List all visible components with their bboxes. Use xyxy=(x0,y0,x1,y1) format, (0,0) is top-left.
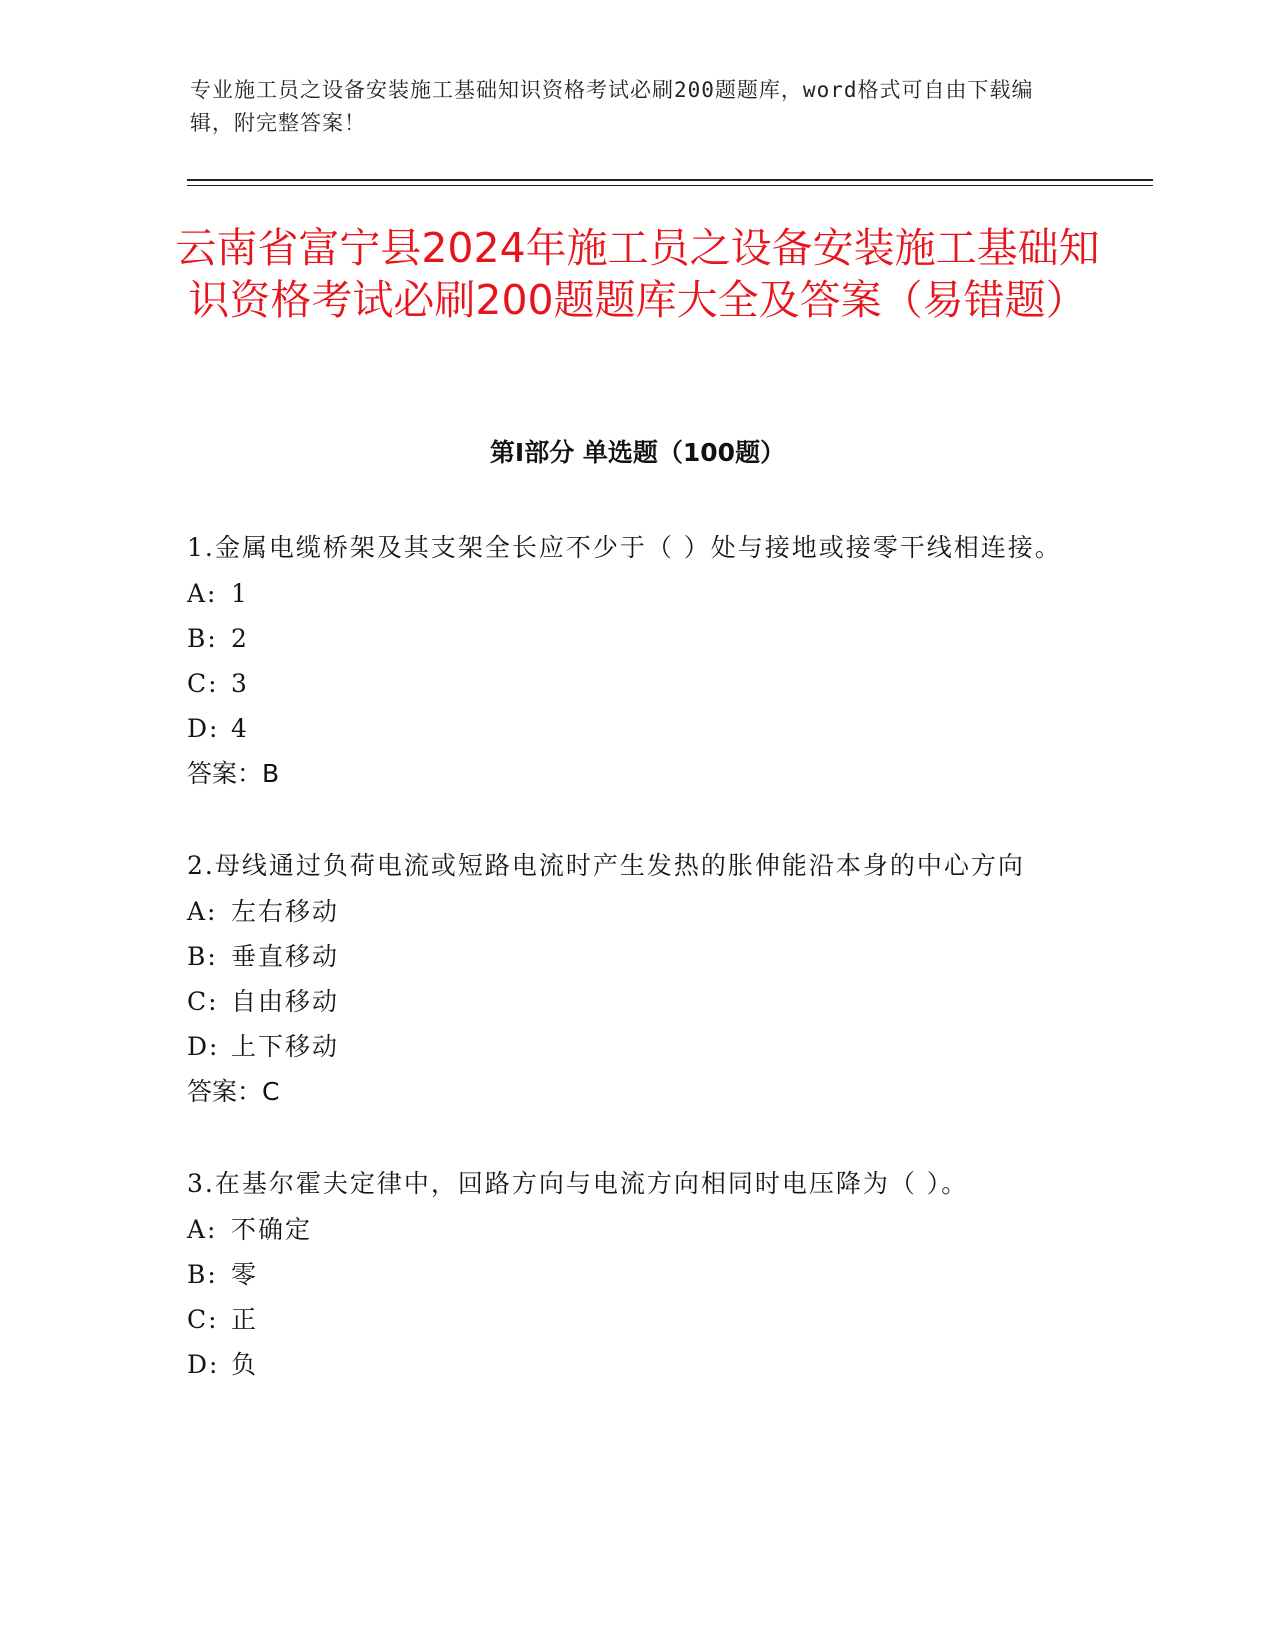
question-answer: 答案：B xyxy=(187,759,280,788)
question-option-b xyxy=(187,1252,1087,1297)
question-option-a xyxy=(187,571,1087,616)
option-text: 2 xyxy=(231,624,249,653)
question-2 xyxy=(187,843,1087,1115)
question-1 xyxy=(187,525,1087,797)
option-letter: B: xyxy=(187,942,218,971)
option-letter: A: xyxy=(187,579,218,608)
question-option-a xyxy=(187,889,1087,934)
header-divider-thin xyxy=(187,185,1153,186)
section-title: 第I部分 单选题（100题） xyxy=(489,438,786,467)
question-option-c xyxy=(187,661,1087,706)
option-text: 自由移动 xyxy=(231,987,340,1016)
option-text: 负 xyxy=(231,1350,259,1379)
question-list xyxy=(187,525,1087,1433)
question-option-d xyxy=(187,1024,1087,1069)
option-text: 不确定 xyxy=(231,1215,313,1244)
option-letter: A: xyxy=(187,1215,218,1244)
option-text: 1 xyxy=(231,579,249,608)
question-stem: 1.金属电缆桥架及其支架全长应不少于（ ）处与接地或接零干线相连接。 xyxy=(187,533,1062,562)
option-letter: A: xyxy=(187,897,218,926)
question-option-c xyxy=(187,979,1087,1024)
option-letter: C: xyxy=(187,1305,219,1334)
option-text: 4 xyxy=(231,714,249,743)
question-option-b xyxy=(187,616,1087,661)
option-letter: D: xyxy=(187,1350,220,1379)
question-option-d xyxy=(187,1342,1087,1387)
question-answer: 答案：C xyxy=(187,1077,280,1106)
option-letter: D: xyxy=(187,714,220,743)
question-option-b xyxy=(187,934,1087,979)
option-text: 上下移动 xyxy=(231,1032,340,1061)
option-text: 正 xyxy=(231,1305,259,1334)
option-letter: B: xyxy=(187,624,218,653)
option-text: 零 xyxy=(231,1260,259,1289)
header-note: 专业施工员之设备安装施工基础知识资格考试必刷200题题库，word格式可自由下载编辑，附完整答案！ xyxy=(190,78,1034,135)
header-divider-thick xyxy=(187,179,1153,181)
option-letter: D: xyxy=(187,1032,220,1061)
question-stem: 3.在基尔霍夫定律中，回路方向与电流方向相同时电压降为（ ）。 xyxy=(187,1169,969,1198)
option-text: 垂直移动 xyxy=(231,942,340,971)
option-letter: C: xyxy=(187,669,219,698)
option-text: 3 xyxy=(231,669,249,698)
question-3 xyxy=(187,1161,1087,1387)
document-title: 云南省富宁县2024年施工员之设备安装施工基础知识资格考试必刷200题题库大全及答案（易错题） xyxy=(175,224,1100,324)
option-letter: C: xyxy=(187,987,219,1016)
option-letter: B: xyxy=(187,1260,218,1289)
option-text: 左右移动 xyxy=(231,897,340,926)
question-stem: 2.母线通过负荷电流或短路电流时产生发热的胀伸能沿本身的中心方向 xyxy=(187,851,1025,880)
question-option-a xyxy=(187,1207,1087,1252)
question-option-c xyxy=(187,1297,1087,1342)
question-option-d xyxy=(187,706,1087,751)
